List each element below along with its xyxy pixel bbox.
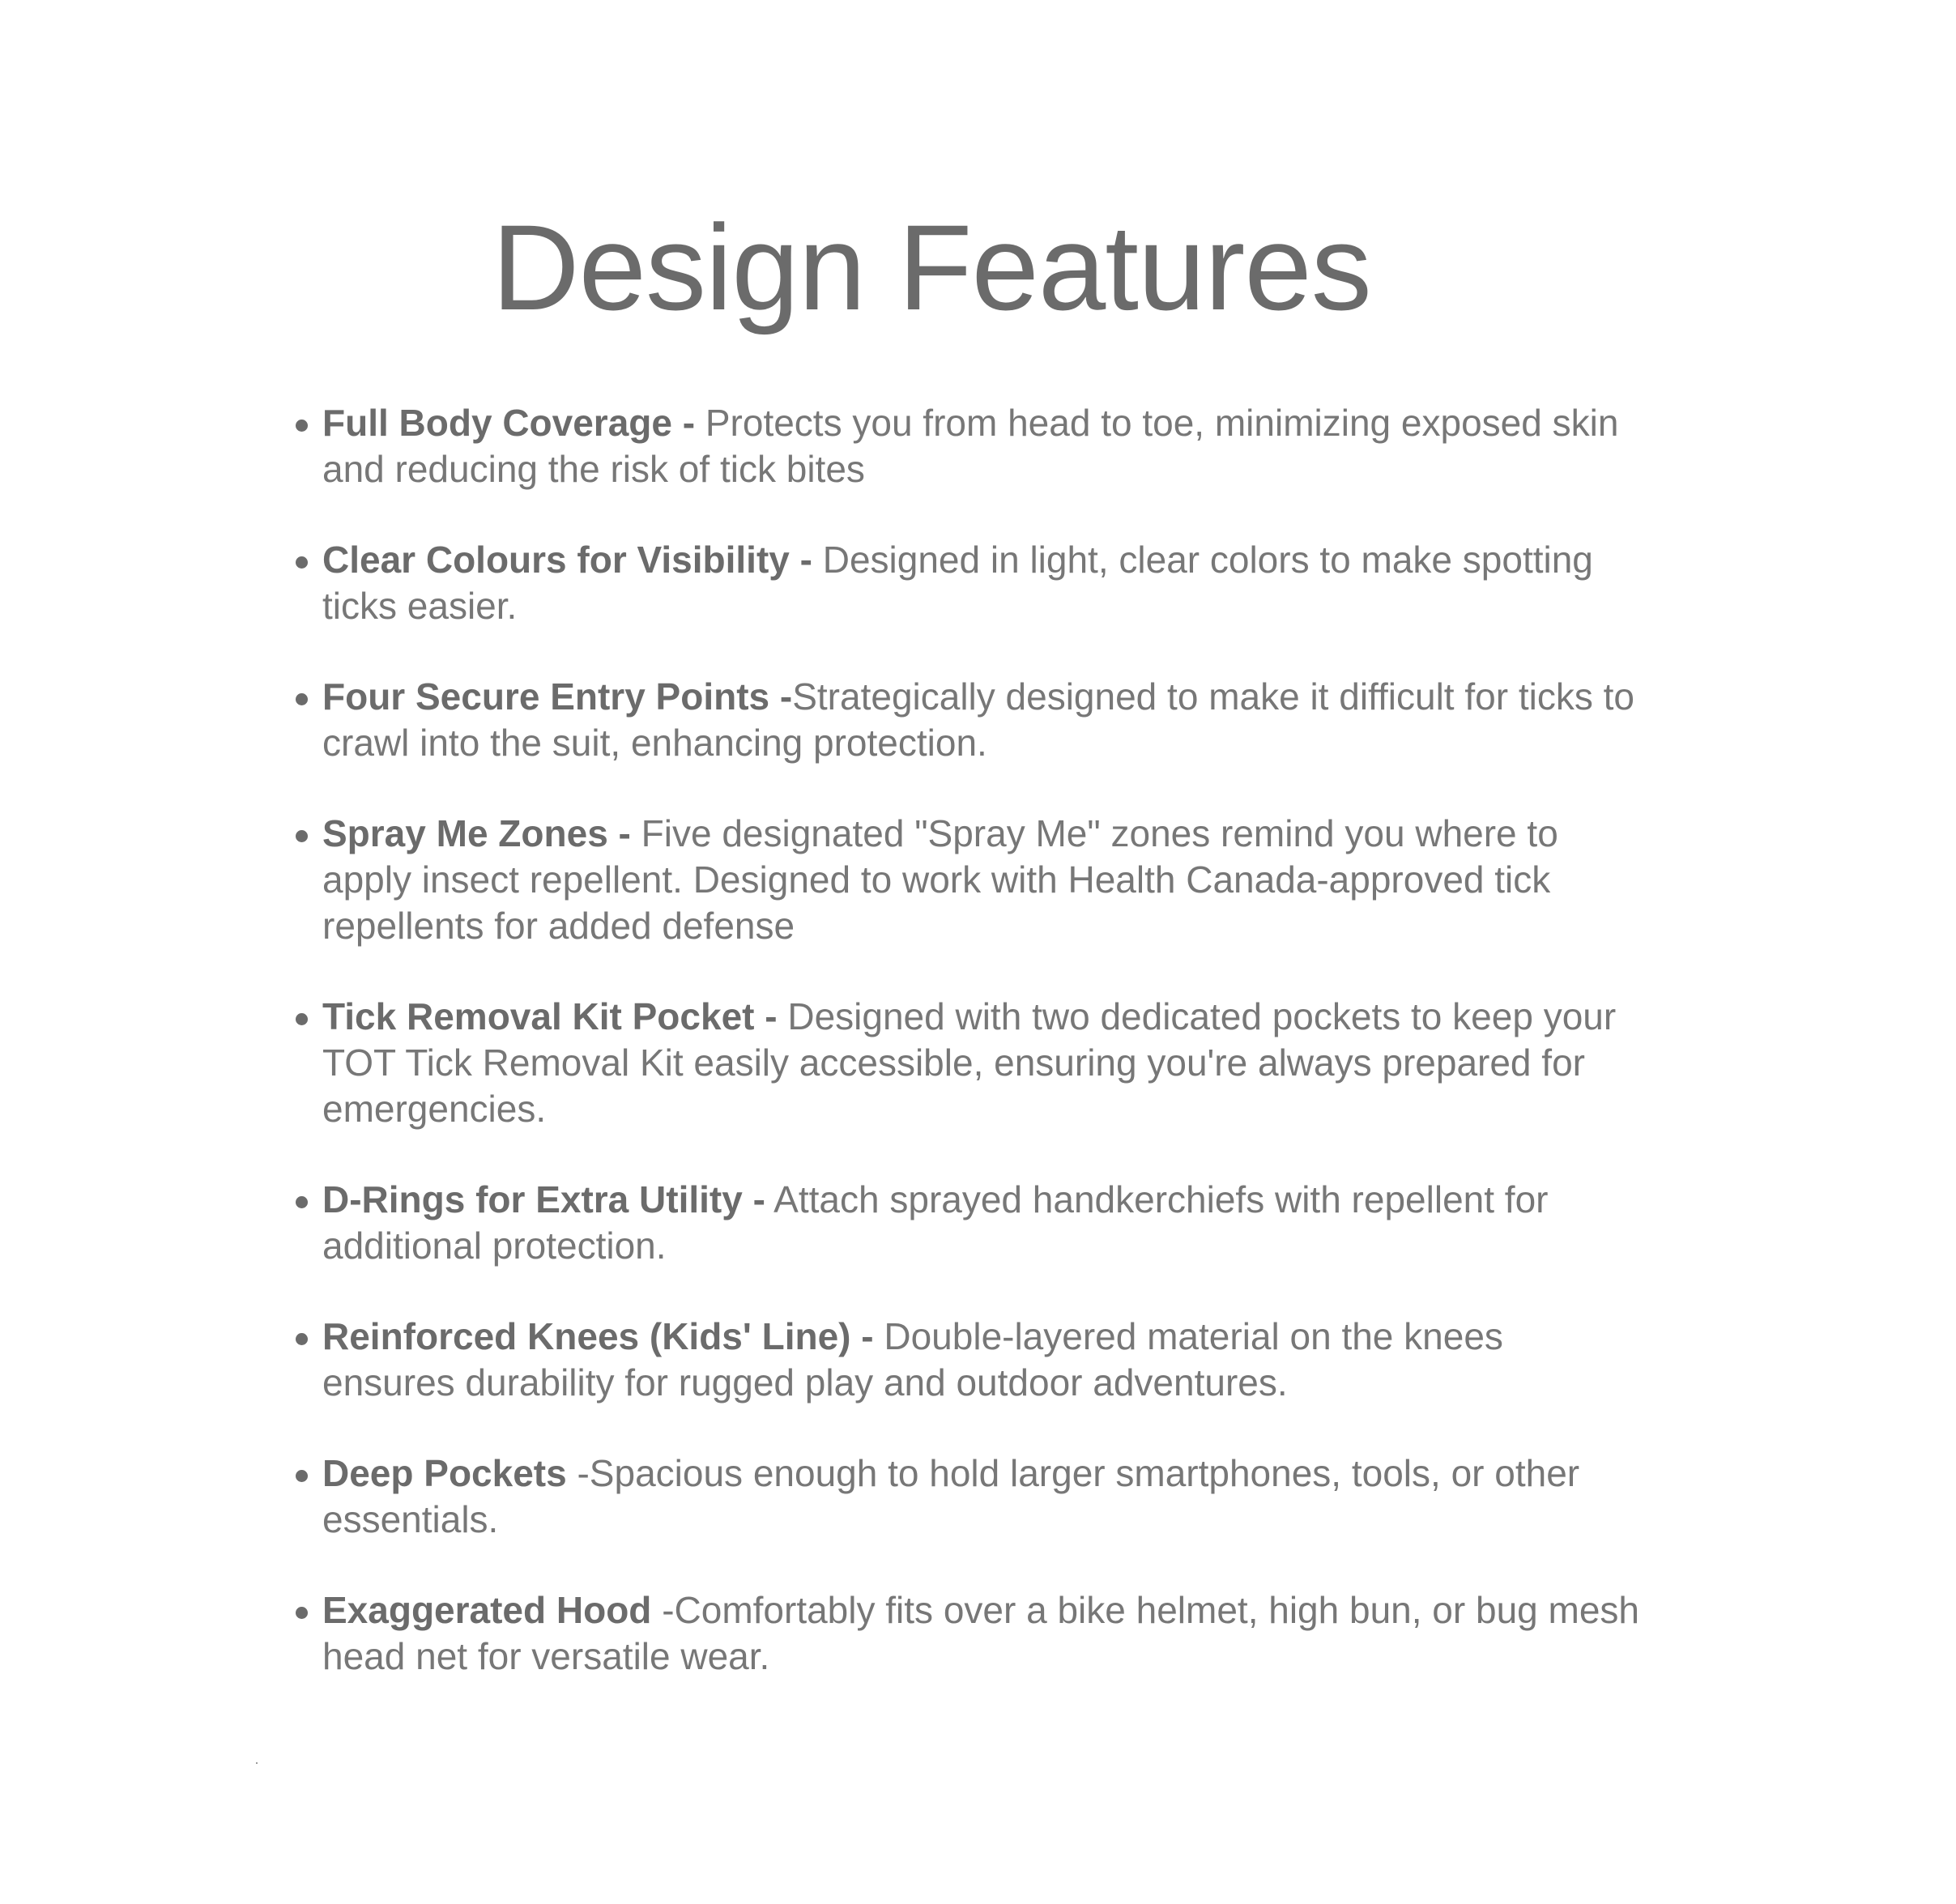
feature-description: Designed with two dedicated pockets to keep your TOT Tick Removal Kit easily accessible, ensuring you're always prepared for emergencies. bbox=[322, 995, 1617, 1130]
bullet-icon bbox=[296, 1333, 308, 1345]
feature-name: D-Rings for Extra Utility - bbox=[322, 1178, 765, 1220]
feature-name: Reinforced Knees (Kids' Line) - bbox=[322, 1315, 874, 1357]
feature-description: Attach sprayed handkerchiefs with repellent for additional protection. bbox=[322, 1178, 1549, 1267]
feature-name: Spray Me Zones - bbox=[322, 812, 631, 854]
feature-description: -Spacious enough to hold larger smartphones, tools, or other essentials. bbox=[322, 1452, 1580, 1540]
feature-list bbox=[322, 400, 1643, 1724]
feature-description: Designed in light, clear colors to make spotting ticks easier. bbox=[322, 539, 1593, 627]
bullet-icon bbox=[296, 1470, 308, 1482]
feature-name: Full Body Coverage - bbox=[322, 402, 696, 444]
feature-name: Clear Colours for Visibility - bbox=[322, 539, 812, 581]
feature-description: Strategically designed to make it difficult for ticks to crawl into the suit, enhancing protection. bbox=[322, 675, 1634, 764]
list-item bbox=[322, 1177, 1643, 1269]
list-item bbox=[322, 537, 1643, 629]
feature-name: Exaggerated Hood bbox=[322, 1589, 652, 1631]
feature-description: Double-layered material on the knees ensures durability for rugged play and outdoor adventures. bbox=[322, 1315, 1503, 1404]
bullet-icon bbox=[296, 420, 308, 432]
bullet-icon bbox=[296, 556, 308, 569]
stray-mark bbox=[256, 1762, 258, 1764]
bullet-icon bbox=[296, 693, 308, 705]
feature-description: Five designated "Spray Me" zones remind you where to apply insect repellent. Designed to work with Health Canada-approved tick repellents for added defense bbox=[322, 812, 1558, 947]
list-item bbox=[322, 400, 1643, 492]
feature-name: Deep Pockets bbox=[322, 1452, 567, 1494]
bullet-icon bbox=[296, 830, 308, 842]
list-item bbox=[322, 1587, 1643, 1680]
bullet-icon bbox=[296, 1013, 308, 1025]
feature-name: Four Secure Entry Points - bbox=[322, 675, 793, 718]
bullet-icon bbox=[296, 1607, 308, 1619]
feature-name: Tick Removal Kit Pocket - bbox=[322, 995, 778, 1037]
list-item bbox=[322, 994, 1643, 1132]
list-item bbox=[322, 811, 1643, 949]
bullet-icon bbox=[296, 1196, 308, 1208]
page-title: Design Features bbox=[492, 199, 1371, 335]
list-item bbox=[322, 1450, 1643, 1543]
list-item bbox=[322, 1314, 1643, 1406]
feature-description: Protects you from head to toe, minimizing exposed skin and reducing the risk of tick bites bbox=[322, 402, 1619, 490]
list-item bbox=[322, 674, 1643, 766]
feature-description: -Comfortably fits over a bike helmet, high bun, or bug mesh head net for versatile wear. bbox=[322, 1589, 1640, 1677]
